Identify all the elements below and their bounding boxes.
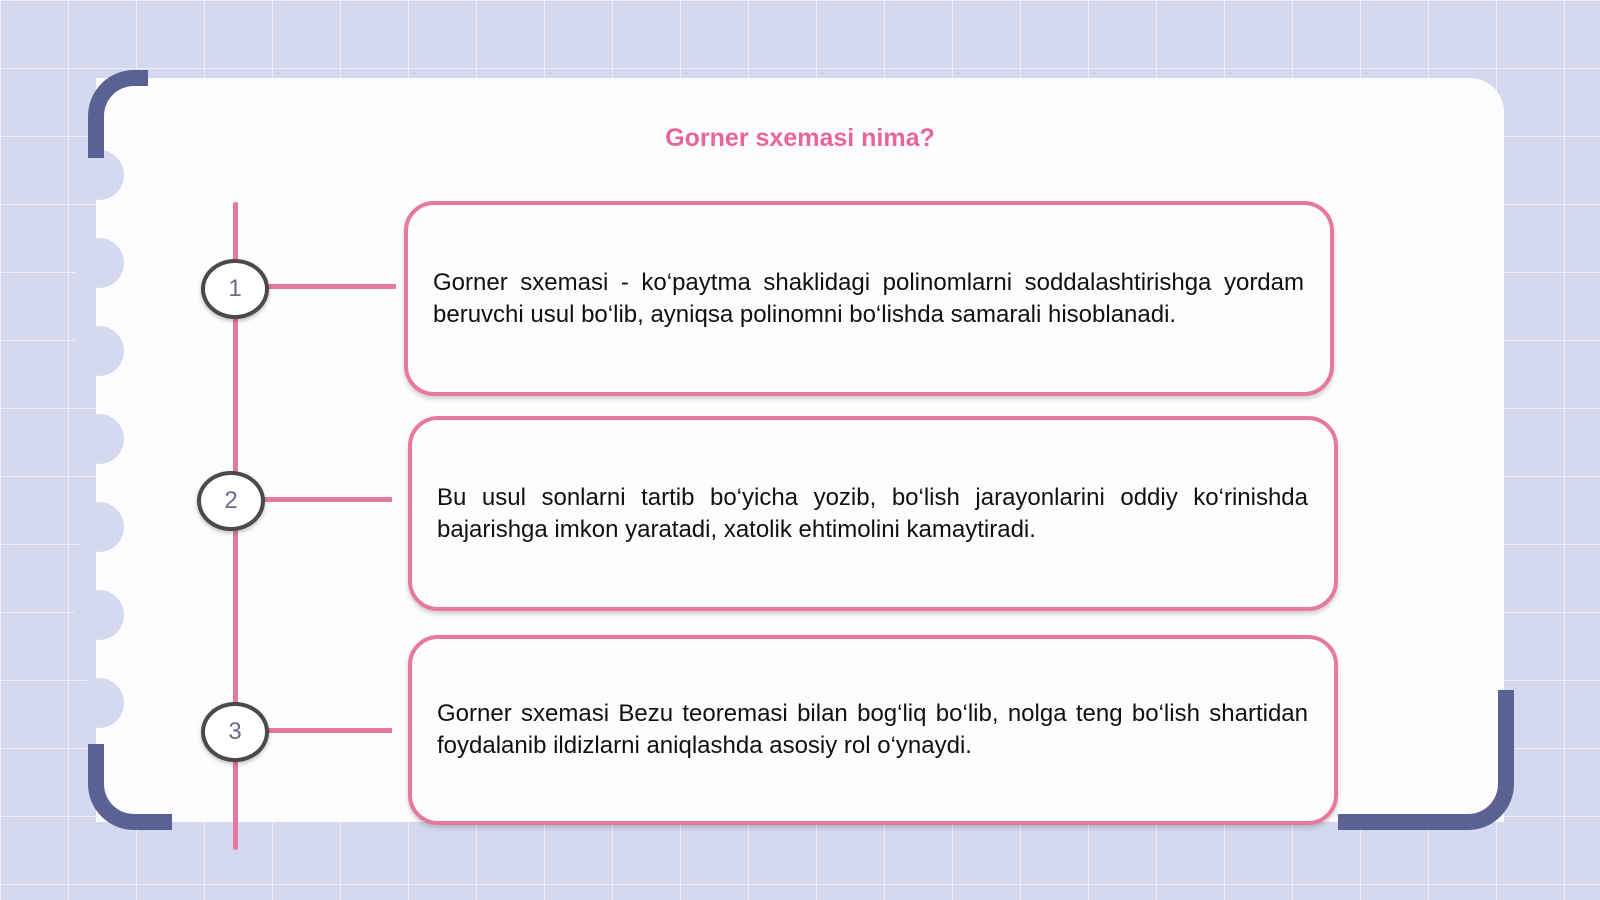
- step-number: 3: [228, 718, 242, 745]
- step-number: 1: [228, 275, 242, 302]
- step-marker-3: [201, 702, 269, 762]
- info-card-1: [404, 201, 1334, 396]
- step-marker-1: [201, 259, 269, 319]
- paper-scallop: [74, 326, 124, 376]
- info-card-text: Bu usul sonlarni tartib bo‘yicha yozib, bo‘lish jarayonlarini oddiy ko‘rinishda bajarishga imkon yaratadi, xatolik ehtimolini kamaytiradi.: [437, 483, 1308, 543]
- paper-scallop: [74, 238, 124, 288]
- step-marker-2: [197, 471, 265, 531]
- info-card-2: [408, 416, 1338, 611]
- paper-scallop: [74, 502, 124, 552]
- paper-scallop: [74, 414, 124, 464]
- info-card-3: [408, 635, 1338, 825]
- step-number: 2: [224, 487, 238, 514]
- paper-scallop: [74, 590, 124, 640]
- connector-line-1: [268, 284, 396, 289]
- paper-scallop: [74, 678, 124, 728]
- connector-line-2: [264, 497, 392, 502]
- connector-line-3: [268, 728, 392, 733]
- info-card-text: Gorner sxemasi Bezu teoremasi bilan bog‘liq bo‘lib, nolga teng bo‘lish shartidan foydalanib ildizlarni aniqlashda asosiy rol o‘ynaydi.: [437, 700, 1308, 759]
- slide-title: Gorner sxemasi nima?: [665, 124, 935, 152]
- info-card-text: Gorner sxemasi - ko‘paytma shaklidagi polinomlarni soddalashtirishga yordam beruvchi usul bo‘lib, ayniqsa polinomni bo‘lishda samarali hisoblanadi.: [433, 268, 1304, 328]
- frame-corner-bottom-right: [1338, 690, 1514, 830]
